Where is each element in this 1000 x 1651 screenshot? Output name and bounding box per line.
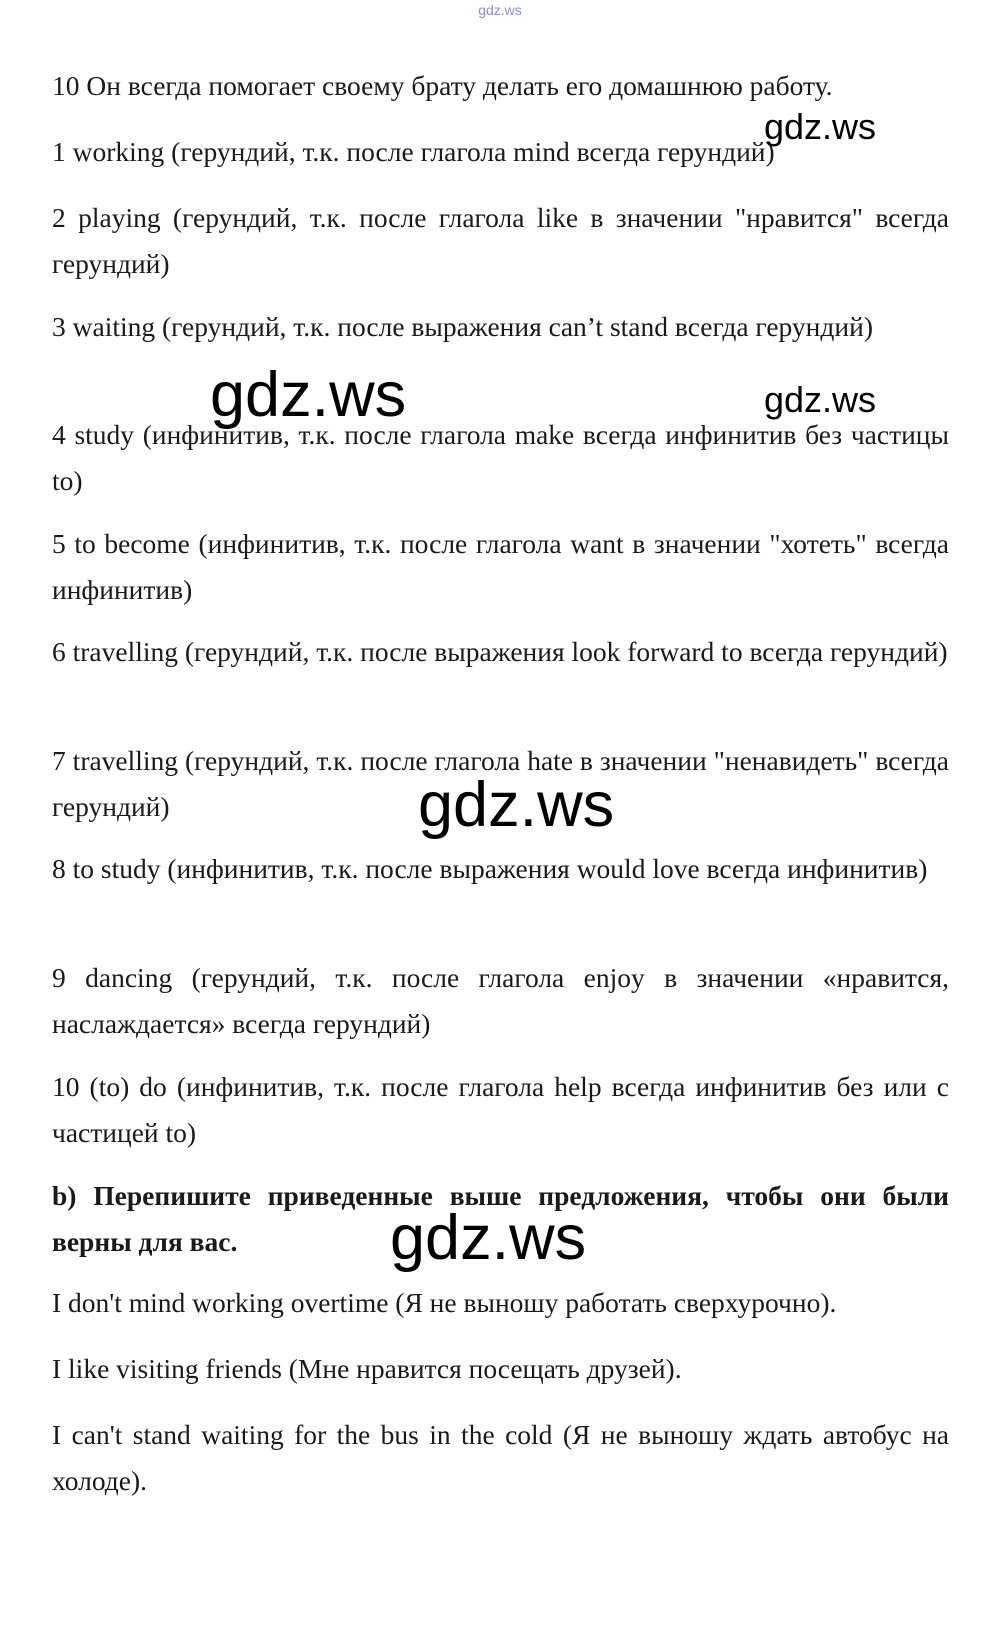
answer-5: 5 to become (инфинитив, т.к. после глагола want в значении "хотеть" всегда инфинитив) bbox=[52, 528, 949, 605]
intro-sentence: 10 Он всегда помогает своему брату делать его домашнюю работу. bbox=[52, 70, 833, 101]
answer-8: 8 to study (инфинитив, т.к. после выражения would love всегда инфинитив) bbox=[52, 853, 928, 884]
answer-2: 2 playing (герундий, т.к. после глагола like в значении "нравится" всегда герундий) bbox=[52, 202, 949, 279]
site-mark: gdz.ws bbox=[478, 2, 522, 18]
answer-9: 9 dancing (герундий, т.к. после глагола enjoy в значении «нравится, наслаждается» всегда герундий) bbox=[52, 962, 949, 1039]
watermark: gdz.ws bbox=[764, 106, 877, 147]
answer-4: 4 study (инфинитив, т.к. после глагола make всегда инфинитив без частицы to) bbox=[52, 419, 949, 496]
answer-6: 6 travelling (герундий, т.к. после выражения look forward to всегда герундий) bbox=[52, 636, 948, 667]
answer-3: 3 waiting (герундий, т.к. после выражения can’t stand всегда герундий) bbox=[52, 311, 873, 342]
answer-1: 1 working (герундий, т.к. после глагола mind всегда герундий) bbox=[52, 136, 775, 167]
answer-10: 10 (to) do (инфинитив, т.к. после глагола help всегда инфинитив без или с частицей to) bbox=[52, 1071, 949, 1148]
watermark: gdz.ws bbox=[390, 1203, 587, 1273]
task-b-sentence-2: I like visiting friends (Мне нравится посещать друзей). bbox=[52, 1353, 682, 1384]
task-b-sentence-3: I can't stand waiting for the bus in the cold (Я не выношу ждать автобус на холоде). bbox=[52, 1419, 949, 1496]
task-b-sentence-1: I don't mind working overtime (Я не выношу работать сверхурочно). bbox=[52, 1287, 837, 1318]
watermark: gdz.ws bbox=[764, 379, 877, 420]
watermark: gdz.ws bbox=[210, 360, 407, 430]
answer-7: 7 travelling (герундий, т.к. после глагола hate в значении "ненавидеть" всегда герундий) bbox=[52, 745, 949, 822]
task-b-heading-text: b) Перепишите приведенные выше предложения, чтобы они были верны для вас. bbox=[52, 1180, 949, 1257]
watermark: gdz.ws bbox=[418, 770, 615, 840]
